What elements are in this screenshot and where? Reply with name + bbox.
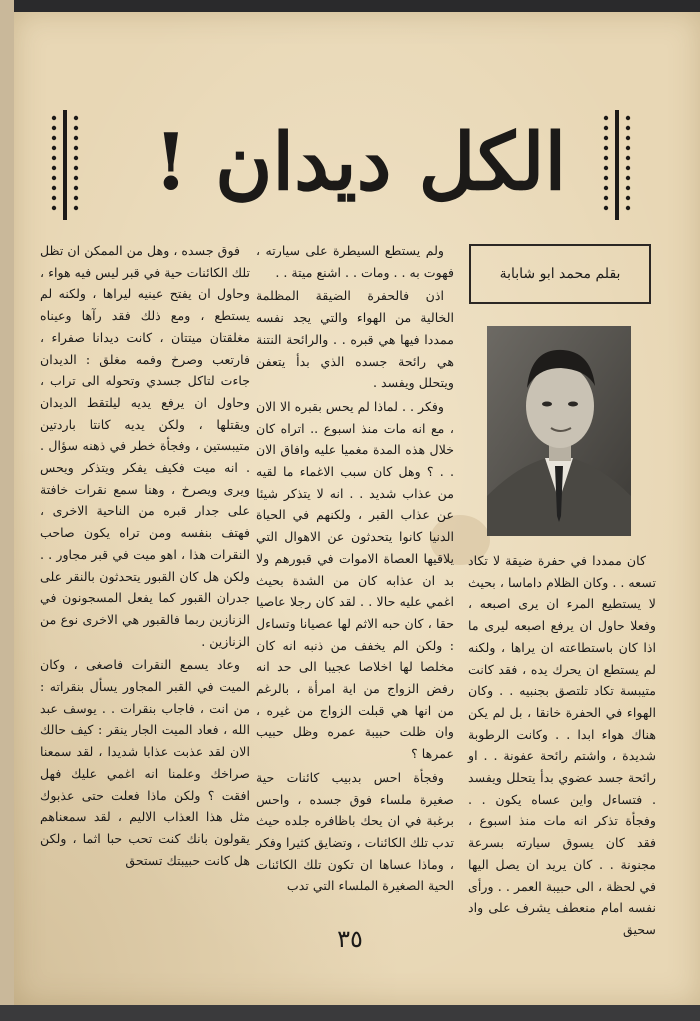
- page-edge: [0, 0, 14, 1021]
- title-block: [40, 100, 660, 230]
- paragraph: وفكر . . لماذا لم يحس بقبره الا الان ، مع انه مات منذ اسبوع .. اتراه كان خلال هذه المدة مغميا عليه وافاق الان . . ؟ وهل كان سبب الاغماء ما لقيه من عذاب شديد . . انه لا يتذكر شيئا عن عذاب القبر ، ولكنهم في الحياة الدنيا كانوا يتحدثون عن الاهوال التي يلاقيها العصاة الاموات في قبورهم ولا بد ان عذابه كان من الشدة بحيث اغمي عليه حالا . . لقد كان رجلا عاصيا حقا ، كان حبه الاثم لها عصيانا وتساءل : ولكن الم يخفف من ذنبه انه كان مخلصا لها اخلاصا عجيبا الى حد انه رفض الزواج من اية امرأة ، بالرغم من انها هي قبلت الزواج من غيره ، وان ظلت حبيبة عمره وظل حبيب عمرها ؟: [256, 398, 454, 762]
- paragraph: اذن فالحفرة الضيقة المظلمة الخالية من الهواء والتي يجد نفسه ممددا فيها هي قبره . . والرائحة النتنة هي رائحة جسده الذي بدأ يتعفن ويتحلل ويفسد .: [256, 288, 454, 391]
- article-title: الكل ديدان !: [153, 117, 567, 208]
- paragraph: كان ممددا في حفرة ضيقة لا تكاد تسعه . . وكان الظلام داماسا ، بحيث لا يستطيع المرء ان يرى اصبعه ، وفعلا حاول ان يرفع اصبعه ليرى ما اذا كان باستطاعته ان يراها ، ولكنه لم يستطع ان يحرك يده ، فقد كانت متيبسة تكاد تلتصق بجنبيه . . وكان الهواء في الحفرة خانقا ، بل لم يكن هناك هواء ابدا . . وكانت الرطوبة شديدة ، واشتم رائحة عفونة . . او رائحة جسد عضوي بدأ يتحلل ويفسد . فتساءل واين عساه يكون . . وفجأة تذكر انه مات منذ اسبوع ، فقد كان يسوق سيارته بسرعة مجنونة . . كان يريد ان يصل اليها في لحظة ، الى حبيبة العمر . . ورأى نفسه امام منعطف يشرف على واد سحيق: [468, 553, 656, 937]
- column-left: [40, 240, 250, 871]
- portrait-icon: [487, 326, 631, 536]
- ornament-right-icon: [600, 110, 634, 220]
- paragraph: فوق جسده ، وهل من الممكن ان تظل تلك الكائنات حية في قبر ليس فيه هواء ، وحاول ان يفتح عينيه ليراها ، ولكنه لم يستطع ، ومع ذلك فقد رآها وعيناه مغلقتان ميتتان ، كانت ديدانا صفراء ، فارتعب وصرخ وفمه مغلق : الديدان جاءت لتاكل جسدي وتحوله الى تراب ، وحاول ان يرفع يديه ليلتقط الديدان ويقتلها ، ولكن يديه كانتا باردتين متيبستين ، وفجأة خطر في ذهنه سؤال . . انه ميت فكيف يفكر ويتذكر ويحس ويرى ويصرخ ، وهنا سمع نقرات خافتة على جدار قبره من الناحية الاخرى ، فهتف بنفسه ومن تراه يكون صاحب النقرات هذا ، اهو ميت في قبر مجاور . . ولكن هل كان القبور يتحدثون بالنقر على جدران القبور كما يفعل المسجونون في الزنازين ربما فالقبور هي الاخرى نوع من الزنازين .: [40, 243, 250, 649]
- paragraph: وفجأة احس بدبيب كائنات حية صغيرة ملساء فوق جسده ، واحس برغبة في ان يحك باظافره جلده حيث تدب تلك الكائنات ، وتضايق كثيرا وفكر ، وماذا عساها ان تكون تلك الكائنات الحية الصغيرة الملساء التي تدب: [256, 769, 454, 894]
- paragraph: ولم يستطع السيطرة على سيارته ، فهوت به . . ومات . . اشنع ميتة . .: [256, 243, 454, 280]
- ornament-left-icon: [48, 110, 82, 220]
- paragraph: وعاد يسمع النقرات فاصغى ، وكان الميت في القبر المجاور يسأل بنقراته : من انت ، فاجاب بنقرات . . يوسف عبد الله ، فعاد الميت الجار ينقر : كيف حالك الان لقد عذبت عذابا شديدا ، لقد سمعنا صراخك وعلمنا انه اغمي عليك فهل افقت ؟ ولكن ماذا فعلت حتى عذبوك مثل هذا العذاب الاليم ، لقد سمعناهم يقولون بانك كنت تحب حبا اثما ، ولكن هل كانت حبيبتك تستحق: [40, 657, 250, 868]
- portrait-photo: [487, 326, 631, 536]
- page-number: ٣٥: [337, 925, 363, 953]
- author-byline: بقلم محمد ابو شابابة: [469, 244, 651, 304]
- column-right: [468, 550, 656, 941]
- scan-bottom-border: [0, 1005, 700, 1021]
- column-middle: [256, 240, 454, 897]
